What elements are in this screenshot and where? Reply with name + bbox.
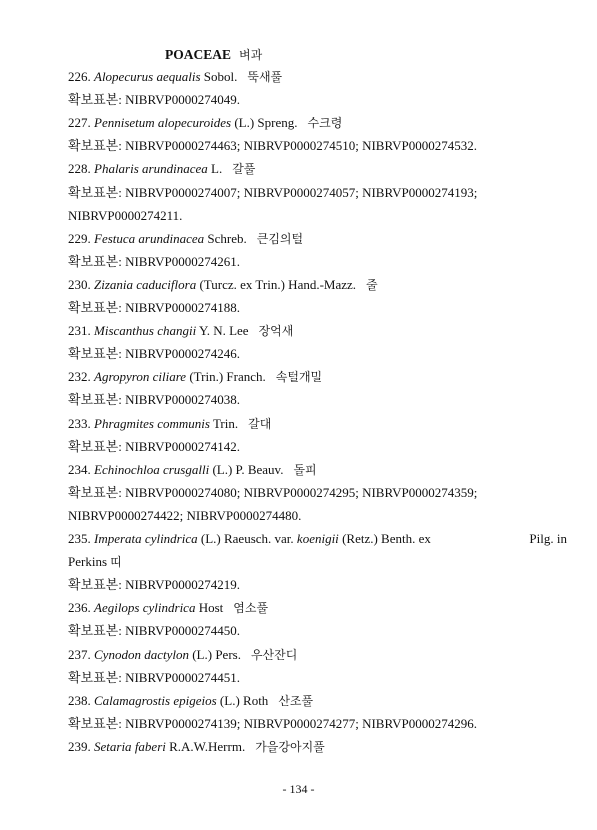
species-line bbox=[68, 692, 567, 710]
species-author-continued: Perkins bbox=[68, 554, 107, 570]
species-line bbox=[68, 322, 567, 340]
korean-name: 뚝새풀 bbox=[247, 70, 283, 84]
korean-name: 속털개밀 bbox=[275, 370, 323, 385]
species-line bbox=[68, 646, 567, 664]
species-number: 232. bbox=[68, 369, 91, 385]
species-epithet: changii bbox=[157, 323, 197, 339]
genus-name: Imperata bbox=[94, 531, 142, 546]
variety-author: (Retz.) Benth. ex bbox=[342, 531, 431, 546]
species-number: 230. bbox=[68, 276, 91, 292]
genus-name: Setaria bbox=[94, 738, 132, 754]
species-line bbox=[68, 114, 567, 132]
species-name bbox=[68, 231, 303, 246]
genus-name: Alopecurus bbox=[94, 69, 154, 84]
species-name bbox=[68, 69, 282, 84]
korean-name: 우산잔디 bbox=[250, 647, 298, 662]
species-line bbox=[68, 415, 567, 433]
voucher-line-continued: NIBRVP0000274422; NIBRVP0000274480. bbox=[68, 507, 302, 523]
species-line bbox=[68, 276, 567, 294]
genus-name: Agropyron bbox=[94, 369, 150, 385]
species-number: 237. bbox=[68, 646, 91, 662]
species-name bbox=[68, 462, 317, 477]
species-epithet: epigeios bbox=[173, 692, 217, 708]
species-author: (L.) Pers. bbox=[192, 646, 241, 662]
voucher-line: 확보표본: NIBRVP0000274219. bbox=[68, 577, 240, 593]
voucher-line: 확보표본: NIBRVP0000274139; NIBRVP0000274277; NIBRVP0000274296. bbox=[68, 715, 477, 731]
species-author: Y. N. Lee bbox=[198, 323, 249, 339]
species-number: 235. bbox=[68, 531, 91, 546]
voucher-line: 확보표본: NIBRVP0000274463; NIBRVP0000274510; NIBRVP0000274532. bbox=[68, 138, 477, 154]
species-number: 233. bbox=[68, 415, 91, 431]
genus-name: Zizania bbox=[94, 276, 134, 292]
species-number: 229. bbox=[68, 230, 91, 246]
voucher-line: 확보표본: NIBRVP0000274451. bbox=[68, 669, 240, 685]
species-epithet: cylindrica bbox=[144, 531, 198, 546]
species-name bbox=[68, 693, 313, 708]
family-korean: 벼과 bbox=[239, 48, 263, 62]
species-number: 226. bbox=[68, 69, 91, 84]
genus-name: Calamagrostis bbox=[94, 692, 171, 708]
species-line bbox=[68, 160, 567, 178]
species-author: (L.) Raeusch. var. bbox=[200, 531, 294, 546]
species-epithet: arundinacea bbox=[142, 161, 208, 177]
voucher-line: 확보표본: NIBRVP0000274450. bbox=[68, 623, 240, 639]
species-name bbox=[68, 416, 271, 431]
korean-name: 장억새 bbox=[258, 324, 294, 339]
species-author: (L.) Roth bbox=[219, 692, 269, 708]
species-number: 238. bbox=[68, 692, 91, 708]
species-author: Sobol. bbox=[203, 69, 238, 84]
family-heading bbox=[165, 46, 262, 63]
species-epithet: dactylon bbox=[144, 646, 189, 662]
voucher-line: 확보표본: NIBRVP0000274246. bbox=[68, 346, 240, 362]
species-number: 231. bbox=[68, 323, 91, 339]
variety-author-end: Pilg. in bbox=[529, 531, 567, 546]
family-latin: POACEAE bbox=[165, 47, 232, 62]
species-line bbox=[68, 68, 567, 86]
species-name bbox=[68, 115, 342, 130]
korean-name: 수크령 bbox=[307, 116, 343, 131]
korean-name: 염소풀 bbox=[233, 601, 269, 616]
species-epithet: faberi bbox=[134, 738, 166, 754]
species-author: (Trin.) Franch. bbox=[189, 369, 266, 385]
species-author: Trin. bbox=[212, 415, 239, 431]
page-number: - 134 - bbox=[282, 782, 315, 796]
voucher-line: 확보표본: NIBRVP0000274038. bbox=[68, 392, 240, 408]
species-name bbox=[68, 277, 378, 292]
genus-name: Phragmites bbox=[94, 415, 154, 431]
genus-name: Pennisetum bbox=[94, 115, 155, 131]
korean-name: 줄 bbox=[366, 277, 378, 292]
species-epithet: arundinacea bbox=[138, 230, 205, 246]
species-author: (L.) P. Beauv. bbox=[212, 461, 284, 477]
species-line bbox=[68, 738, 567, 756]
species-line bbox=[68, 461, 567, 479]
species-author: Schreb. bbox=[207, 230, 247, 246]
voucher-line: 확보표본: NIBRVP0000274261. bbox=[68, 253, 240, 269]
genus-name: Echinochloa bbox=[94, 461, 160, 477]
species-line-continued bbox=[68, 553, 567, 571]
species-line bbox=[68, 230, 567, 248]
variety-epithet: koenigii bbox=[296, 531, 339, 546]
species-number: 227. bbox=[68, 115, 91, 131]
species-author: R.A.W.Herrm. bbox=[169, 738, 246, 754]
korean-name: 갈대 bbox=[248, 416, 272, 431]
species-author: Host bbox=[198, 600, 224, 616]
species-epithet: caduciflora bbox=[136, 276, 197, 292]
species-epithet: aequalis bbox=[156, 69, 201, 84]
korean-name: 큰김의털 bbox=[256, 231, 304, 246]
voucher-line: 확보표본: NIBRVP0000274049. bbox=[68, 92, 240, 108]
species-epithet: alopecuroides bbox=[157, 115, 232, 131]
species-number: 236. bbox=[68, 600, 91, 616]
species-name bbox=[68, 530, 431, 548]
voucher-line: 확보표본: NIBRVP0000274188. bbox=[68, 300, 240, 315]
korean-name: 갈풀 bbox=[232, 162, 256, 177]
genus-name: Phalaris bbox=[94, 161, 139, 177]
species-name bbox=[68, 323, 293, 338]
species-name bbox=[68, 369, 322, 384]
species-line bbox=[68, 599, 567, 617]
genus-name: Cynodon bbox=[94, 646, 141, 662]
species-author: L. bbox=[211, 161, 223, 177]
korean-name: 가을강아지풀 bbox=[255, 739, 325, 754]
korean-name: 띠 bbox=[110, 555, 122, 570]
voucher-line: 확보표본: NIBRVP0000274142. bbox=[68, 438, 240, 454]
voucher-line: 확보표본: NIBRVP0000274007; NIBRVP0000274057; NIBRVP0000274193; bbox=[68, 184, 478, 200]
genus-name: Festuca bbox=[94, 230, 136, 246]
genus-name: Miscanthus bbox=[94, 323, 154, 339]
species-name bbox=[68, 600, 268, 615]
voucher-line-continued: NIBRVP0000274211. bbox=[68, 207, 183, 223]
species-author: (L.) Spreng. bbox=[234, 115, 298, 131]
species-epithet: crusgalli bbox=[162, 461, 210, 477]
voucher-line: 확보표본: NIBRVP0000274080; NIBRVP0000274295; NIBRVP0000274359; bbox=[68, 484, 478, 500]
species-name bbox=[68, 161, 255, 176]
species-line bbox=[68, 530, 567, 548]
genus-name: Aegilops bbox=[94, 600, 140, 616]
species-number: 234. bbox=[68, 461, 91, 477]
species-number: 228. bbox=[68, 161, 91, 177]
species-epithet: cylindrica bbox=[142, 600, 196, 616]
species-name bbox=[68, 647, 297, 662]
species-epithet: communis bbox=[157, 415, 210, 431]
species-epithet: ciliare bbox=[152, 369, 187, 385]
species-number: 239. bbox=[68, 738, 91, 754]
species-name bbox=[68, 739, 325, 754]
korean-name: 돌피 bbox=[293, 462, 317, 477]
species-line bbox=[68, 368, 567, 386]
korean-name: 산조풀 bbox=[278, 693, 314, 708]
species-author: (Turcz. ex Trin.) Hand.-Mazz. bbox=[199, 276, 357, 292]
